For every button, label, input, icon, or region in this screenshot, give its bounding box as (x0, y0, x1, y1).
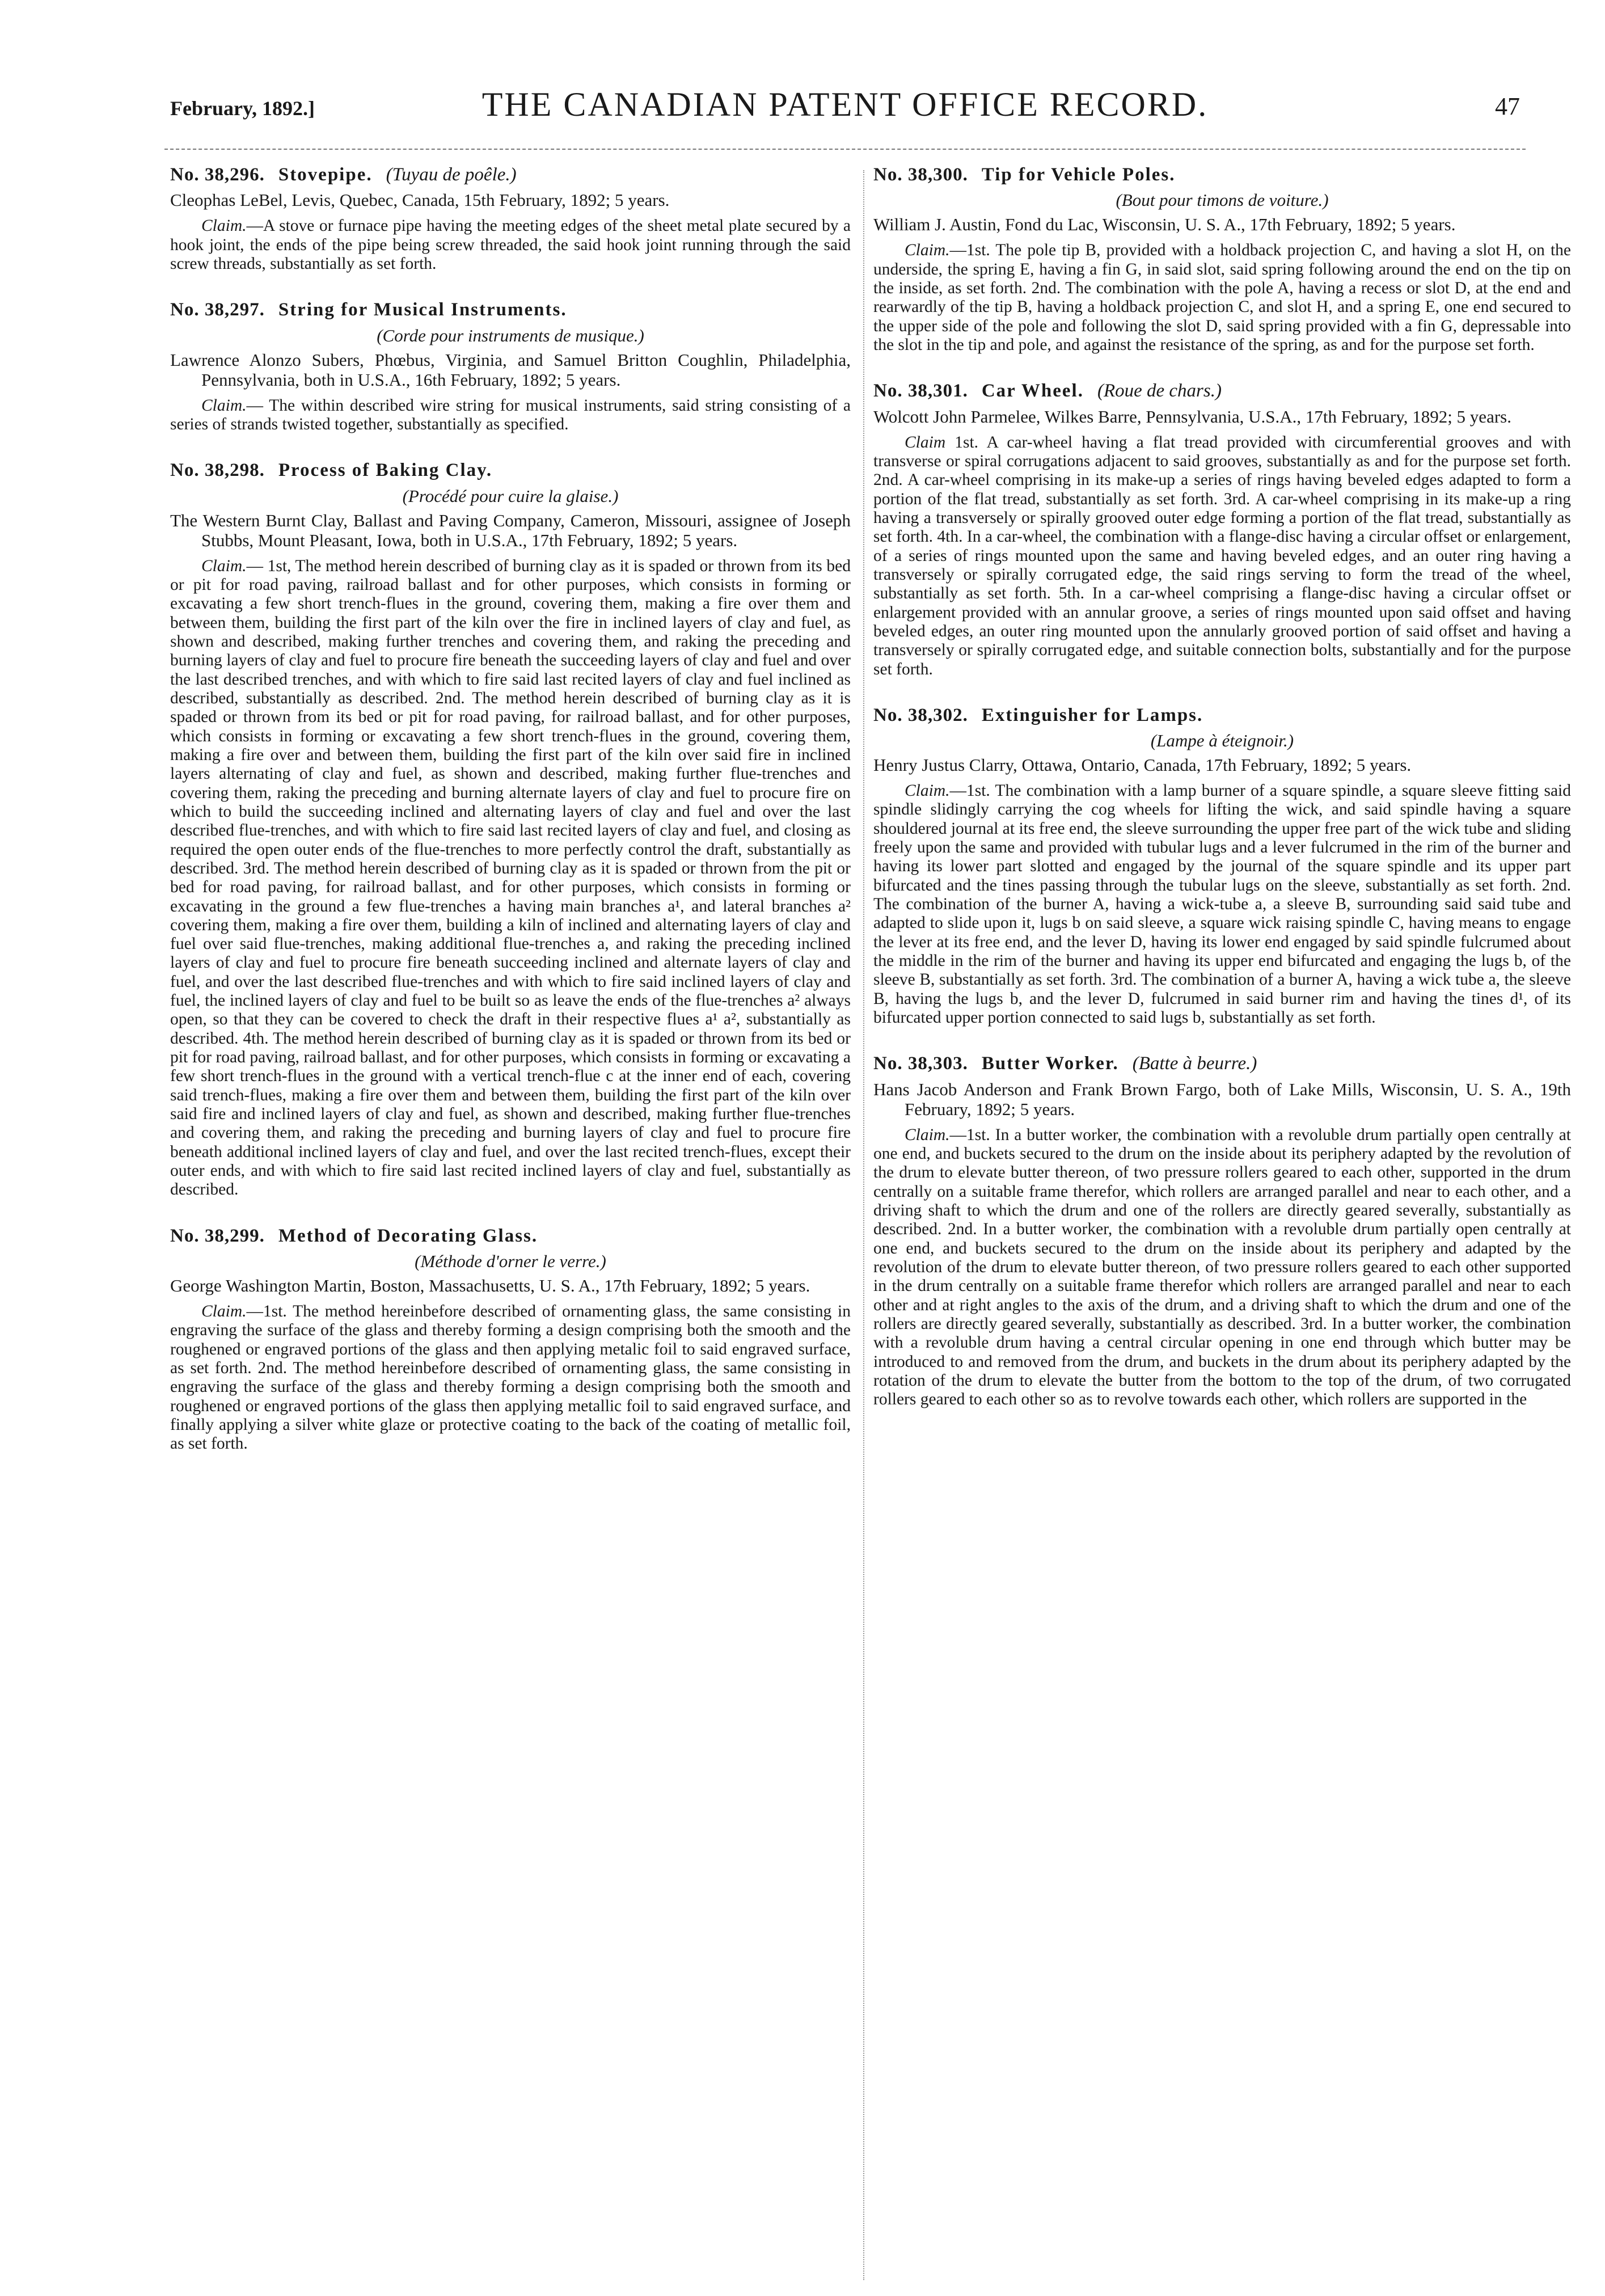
column-separator (863, 170, 864, 2280)
claim (170, 1302, 851, 1454)
patent-number: No. 38,302. (873, 704, 968, 725)
patent-number: No. 38,301. (873, 381, 968, 402)
patent-entry (170, 460, 851, 1199)
patent-title: Extinguisher for Lamps. (981, 704, 1203, 725)
claim (170, 217, 851, 273)
patent-entry (170, 1226, 851, 1454)
patent-french-title: (Batte à beurre.) (1132, 1053, 1257, 1074)
patent-number: No. 38,296. (170, 164, 265, 185)
right-column (873, 164, 1571, 1436)
patent-number: No. 38,303. (873, 1053, 968, 1074)
claim (873, 433, 1571, 679)
claim (170, 396, 851, 434)
patentee: William J. Austin, Fond du Lac, Wisconsin, U. S. A., 17th February, 1892; 5 years. (873, 214, 1456, 235)
patent-heading (170, 299, 851, 320)
patent-title: Butter Worker. (981, 1053, 1119, 1074)
patent-french-title: (Tuyau de poêle.) (386, 164, 517, 185)
patentee: Wolcott John Parmelee, Wilkes Barre, Pennsylvania, U.S.A., 17th February, 1892; 5 years. (873, 406, 1511, 427)
patent-french-title: (Bout pour timons de voiture.) (1116, 190, 1329, 210)
patent-french-title: (Roue de chars.) (1097, 381, 1222, 402)
claim-label: Claim (905, 433, 946, 451)
patent-french-title: (Méthode d'orner le verre.) (415, 1251, 606, 1272)
patentee: Henry Justus Clarry, Ottawa, Ontario, Canada, 17th February, 1892; 5 years. (873, 755, 1412, 775)
claim (873, 1126, 1571, 1409)
patent-title: Method of Decorating Glass. (278, 1225, 538, 1246)
claim-label: Claim. (905, 1125, 950, 1144)
patent-number: No. 38,300. (873, 164, 968, 185)
claim-text: 1st. A car-wheel having a flat tread provided with circumferential grooves and with transverse or spiral corrugations adjacent to said grooves, substantially as and for the purpose set forth. 2nd. A car-wheel comprising in its make-up a series of rings having beveled edges adapted to form a portion of the flat tread, substantially as set forth. 3rd. A car-wheel comprising in its make-up a ring having a transversely or spirally grooved outer edge forming a portion of the flat tread, substantially as set forth. 4th. In a car-wheel, the combination with a flange-disc having a circular offset or enlargement, of a series of rings mounted upon the same and having beveled edges, and an outer ring having a transversely or spirally corrugated edge, the said rings serving to form the tread of the wheel, substantially as set forth. 5th. In a car-wheel comprising a flange-disc having a circular offset or enlargement provided with an annular groove, a series of rings mounted upon said offset and having beveled edges, an outer ring mounted upon the annularly grooved portion of said offset and having a transversely or spirally corrugated edge, and suitable connection bolts, substantially and for the purpose set forth. (873, 433, 1571, 678)
claim (873, 241, 1571, 354)
left-column (170, 164, 851, 1480)
claim-text: —1st. The pole tip B, provided with a holdback projection C, and having a slot H, on the underside, the spring E, having a fin G, in said slot, said spring following around the end on the tip on the inside, as set forth. 2nd. The combination with the pole A, having a recess or slot D, at the end and rearwardly of the tip B, having a holdback projection C, and slot H, and a spring E, one end secured to the upper side of the pole and following the slot D, said spring provided with a fin G, depressable into the slot in the tip and pole, and against the resistance of the spring, as and for the purpose set forth. (873, 241, 1571, 354)
claim-text: —1st. The combination with a lamp burner of a square spindle, a square sleeve fitting said spindle slidingly carrying the cog wheels for lifting the wick, and said spindle having a square shouldered journal at its free end, the sleeve surrounding the upper free part of the wick tube and sliding freely upon the same and provided with tubular lugs and a lever fulcrumed in the rim of the burner and having its lower part slotted and engaged by the journal of the square spindle and its upper part bifurcated and the tines passing through the tubular lugs on the sleeve, substantially as set forth. 2nd. The combination of the burner A, having a wick-tube a, a sleeve B, surrounding said said tube and adapted to slide upon it, lugs b on said sleeve, a square wick raising spindle C, having means to engage the lever at its free end, and the lever D, having its lower end engaged by said spindle fulcrumed about the middle in the rim of the burner and having its upper end bifurcated and engaging the lugs b, of the sleeve B, substantially as set forth. 3rd. The combination of a burner A, having a wick tube a, the sleeve B, having the lugs b, and the lever D, fulcrumed in said burner rim and having the tines d¹, of its bifurcated upper portion connected to said lugs b, substantially as set forth. (873, 782, 1571, 1027)
page-header (170, 85, 1520, 147)
claim-label: Claim. (905, 241, 950, 260)
patent-heading (170, 1226, 851, 1247)
patentee: George Washington Martin, Boston, Massachusetts, U. S. A., 17th February, 1892; 5 years. (170, 1276, 810, 1296)
claim (873, 782, 1571, 1027)
journal-title: THE CANADIAN PATENT OFFICE RECORD. (482, 86, 1209, 123)
header-rule (164, 149, 1526, 150)
patent-heading (873, 381, 1571, 402)
claim-label: Claim. (201, 556, 247, 575)
patentee: Hans Jacob Anderson and Frank Brown Fargo, both of Lake Mills, Wisconsin, U. S. A., 19th February, 1892; 5 years. (873, 1079, 1571, 1119)
patentee: The Western Burnt Clay, Ballast and Paving Company, Cameron, Missouri, assignee of Joseph Stubbs, Mount Pleasant, Iowa, both in U.S.A., 17th February, 1892; 5 years. (170, 510, 851, 550)
patent-title: Process of Baking Clay. (278, 460, 493, 481)
claim-text: — The within described wire string for musical instruments, said string consisting of a series of strands twisted together, substantially as specified. (170, 396, 851, 433)
page-number: 47 (1495, 92, 1520, 120)
patent-entry (873, 705, 1571, 1028)
patent-heading (873, 1053, 1571, 1074)
patent-heading (170, 460, 851, 481)
claim-text: — 1st, The method herein described of burning clay as it is spaded or thrown from its bed or pit for road paving, railroad ballast and for other purposes, which consists in forming or excavating a few short trench-flues in the ground, covering them, making a fire over them and between them, building the first part of the kiln over the fire in inclined layers of clay and fuel, as shown and described, making further trenches and covering them, and raking the preceding and burning layers of clay and fuel to procure fire beneath the succeeding layers of clay and fuel and over the last described trenches, and with which to fire said last recited layers of clay and fuel inclined as described, substantially as described. 2nd. The method herein described of burning clay as it is spaded or thrown from its bed or pit for road paving, for railroad ballast, and for other purposes, which consists in forming or excavating a few short trench-flues in the ground, covering them, making a fire over and between them, building the first part of the kiln over said fire in inclined layers alternating of clay and fuel, as shown and described, making further flue-trenches and covering them, raking the preceding and burning alternate layers of clay and fuel to procure fire on which to build the succeeding inclined and alternating layers of clay and fuel and over the last described flue-trenches, and with which to fire said last recited layers of clay and fuel, and closing as required the open outer ends of the flue-trenches to more perfectly control the draft, substantially as described. 3rd. The method herein described of burning clay as it is spaded or thrown from the pit or bed for road paving, for railroad ballast, and for other purposes, which consists in forming or excavating in the ground a few flue-trenches a having main branches a¹, and lateral branches a² covering them, making a fire over them, building a kiln of inclined and alternating layers of clay and fuel over said flue-trenches, making additional flue-trenches a, and raking the preceding inclined layers of clay and fuel to procure fire beneath succeeding inclined and alternate layers of clay and fuel, and over the last described flue-trenches and with which to fire said inclined layers of clay and fuel, the inclined layers of clay and fuel to be built so as leave the ends of the flue-trenches a² always open, so that they can be covered to check the draft in their respective flues a¹ a², substantially as described. 4th. The method herein described of burning clay as it is spaded or thrown from its bed or pit for road paving, railroad ballast, and for other purposes, which consists in forming or excavating a few short trench-flues in the ground with a vertical trench-flue c at the inner end of each, covering said trench-flues, making a fire over them and between them, building the first part of the kiln over said fire and inclined layers of clay and fuel, as shown and described, making further flue-trenches and covering them, and raking the preceding and burning layers of clay and fuel to procure fire beneath additional inclined layers of clay and fuel, and over the last recited trench-flues, except their outer ends, and with which to fire said last recited inclined layers of clay and fuel, substantially as described. (170, 556, 851, 1199)
patent-number: No. 38,297. (170, 299, 265, 320)
patent-entry (873, 1053, 1571, 1409)
claim-text: —1st. The method hereinbefore described of ornamenting glass, the same consisting in engraving the surface of the glass and thereby forming a design comprising both the smooth and the roughened or engraved portions of the glass and then applying metalic foil to said engraved surface, as set forth. 2nd. The method hereinbefore described of ornamenting glass, the same consisting in engraving the surface of the glass and thereby forming a design comprising both the smooth and roughened or engraved portions of the glass then applying metallic foil to said engraved surface, and finally applying a silver white glaze or protective coating to the back of the coating of metallic foil, as set forth. (170, 1302, 851, 1453)
patent-heading (873, 164, 1571, 185)
patentee: Cleophas LeBel, Levis, Quebec, Canada, 15th February, 1892; 5 years. (170, 190, 670, 210)
patent-french-title: (Lampe à éteignoir.) (1150, 731, 1294, 751)
patent-entry (873, 164, 1571, 354)
patent-french-title: (Procédé pour cuire la glaise.) (402, 486, 619, 506)
claim-text: —1st. In a butter worker, the combination with a revoluble drum partially open centrally at one end, and buckets secured to the drum on the inside about its periphery adapted by the revolution of the drum to elevate butter thereon, of two pressure rollers geared to each other, supported in the drum centrally on a suitable frame therefor, which rollers are arranged parallel and near to each other, and a driving shaft to which the drum and one of the rollers are directly geared severally, substantially as described. 2nd. In a butter worker, the combination with a revoluble drum partially open centrally at one end, and buckets secured to the drum on the inside about its periphery and adapted by the revolution of the drum to elevate butter thereon, of two pressure rollers geared to each other supported in the drum centrally on a suitable frame therefor which rollers are arranged parallel and near to each other and at right angles to the axis of the drum, and a driving shaft to which the drum and one of the rollers are directly geared severally, substantially as described. 3rd. In a butter worker, the combination with a revoluble drum having a central circular opening in one end through which butter may be introduced to and removed from the drum, and buckets in the drum about its periphery adapted by the rotation of the drum to elevate the butter from the bottom to the top of the drum, of two corrugated rollers geared to each other so as to revolve towards each other, which rollers are supported in the (873, 1125, 1571, 1409)
patent-entry (873, 381, 1571, 679)
patent-title: Tip for Vehicle Poles. (981, 164, 1176, 185)
patent-french-title: (Corde pour instruments de musique.) (377, 325, 644, 345)
patent-entry (170, 164, 851, 273)
patent-number: No. 38,298. (170, 460, 265, 481)
claim-text: —A stove or furnace pipe having the meeting edges of the sheet metal plate secured by a hook joint, the ends of the pipe being screw threaded, the said hook joint running through the said screw threads, substantially as set forth. (170, 217, 851, 273)
patent-title: Car Wheel. (981, 381, 1084, 402)
claim-label: Claim. (905, 782, 950, 800)
patent-heading (170, 164, 851, 185)
issue-date: February, 1892.] (170, 97, 315, 120)
claim-label: Claim. (201, 1302, 247, 1321)
claim-label: Claim. (201, 217, 247, 235)
patent-title: Stovepipe. (278, 164, 373, 185)
patent-heading (873, 705, 1571, 726)
patent-title: String for Musical Instruments. (278, 299, 567, 320)
patent-entry (170, 299, 851, 434)
claim-label: Claim. (201, 396, 247, 415)
patentee: Lawrence Alonzo Subers, Phœbus, Virginia, and Samuel Britton Coughlin, Philadelphia, Pennsylvania, both in U.S.A., 16th February, 1892; 5 years. (170, 349, 851, 390)
claim (170, 557, 851, 1200)
patent-number: No. 38,299. (170, 1225, 265, 1246)
